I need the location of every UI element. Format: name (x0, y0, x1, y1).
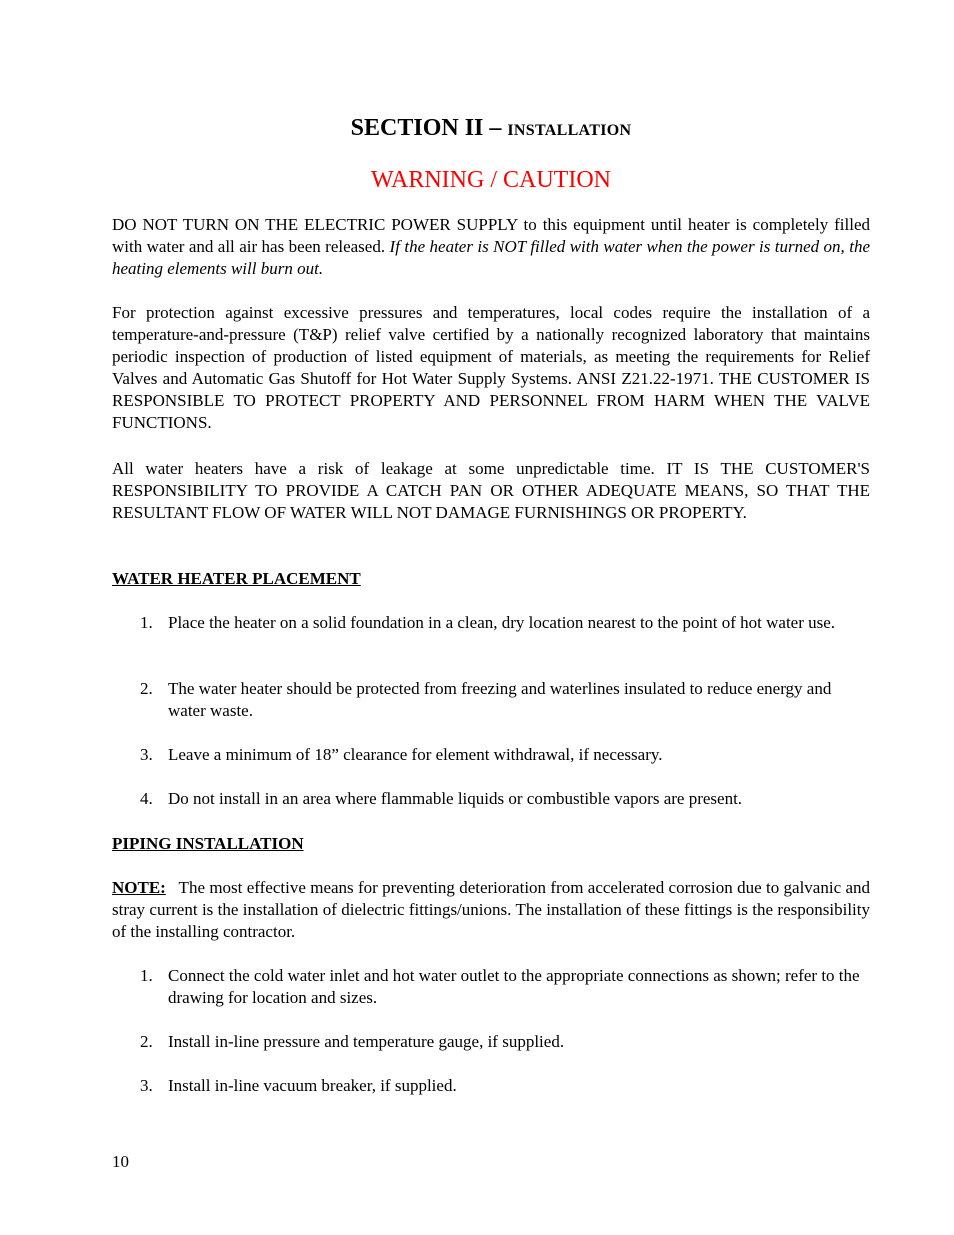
list-text: Install in-line vacuum breaker, if supplied. (168, 1076, 457, 1095)
piping-list-item (140, 1075, 870, 1097)
list-text: The water heater should be protected from freezing and waterlines insulated to reduce energy and water waste. (168, 679, 832, 720)
list-number: 1. (140, 966, 153, 985)
list-number: 1. (140, 613, 153, 632)
list-text: Do not install in an area where flammable liquids or combustible vapors are present. (168, 789, 743, 808)
note-paragraph (112, 877, 870, 943)
warning-paragraph (112, 214, 870, 280)
placement-list-item (140, 788, 870, 810)
warning-paragraph-text: DO NOT TURN ON THE ELECTRIC POWER SUPPLY to this equipment until heater is completely filled with water and all air has been released. (112, 215, 870, 256)
list-number: 3. (140, 745, 153, 764)
piping-heading: PIPING INSTALLATION (112, 834, 304, 853)
piping-list-item (140, 965, 870, 1009)
section-title-sub: INSTALLATION (507, 122, 632, 139)
section-title (112, 113, 870, 146)
leakage-paragraph: All water heaters have a risk of leakage at some unpredictable time. IT IS THE CUSTOMER'S RESPONSIBILITY TO PROVIDE A CATCH PAN OR OTHER ADEQUATE MEANS, SO THAT THE RESULTANT FLOW OF WATER WILL NOT DAMAGE FURNISHINGS OR PROPERTY. (112, 459, 870, 522)
list-text: Install in-line pressure and temperature gauge, if supplied. (168, 1032, 565, 1051)
placement-list-item (140, 744, 870, 766)
list-text: Place the heater on a solid foundation in a clean, dry location nearest to the point of hot water use. (168, 613, 836, 632)
placement-list-item (140, 612, 870, 634)
note-text: The most effective means for preventing deterioration from accelerated corrosion due to galvanic and stray current is the installation of dielectric fittings/unions. The installation of these fittings is the responsibility of the installing contractor. (112, 878, 870, 941)
warning-caution-heading: WARNING / CAUTION (371, 167, 611, 193)
list-number: 2. (140, 1032, 153, 1051)
page-number: 10 (112, 1152, 129, 1171)
warning-paragraph-italic: If the heater is NOT filled with water when the power is turned on, the heating elements will burn out. (112, 237, 870, 278)
list-number: 2. (140, 679, 153, 698)
list-number: 3. (140, 1076, 153, 1095)
list-number: 4. (140, 789, 153, 808)
relief-valve-paragraph: For protection against excessive pressures and temperatures, local codes require the installation of a temperature-and-pressure (T&P) relief valve certified by a nationally recognized laboratory that maintains periodic inspection of production of listed equipment of materials, as meeting the requirements for Relief Valves and Automatic Gas Shutoff for Hot Water Supply Systems. ANSI Z21.22-1971. THE CUSTOMER IS RESPONSIBLE TO PROTECT PROPERTY AND PERSONNEL FROM HARM WHEN THE VALVE FUNCTIONS. (112, 303, 870, 432)
placement-list-item (140, 678, 870, 722)
placement-heading: WATER HEATER PLACEMENT (112, 569, 361, 588)
list-text: Leave a minimum of 18” clearance for element withdrawal, if necessary. (168, 745, 663, 764)
list-text: Connect the cold water inlet and hot water outlet to the appropriate connections as shown; refer to the drawing for location and sizes. (168, 966, 860, 1007)
note-label: NOTE: (112, 878, 166, 897)
section-title-main: SECTION II – (350, 115, 508, 141)
piping-list-item (140, 1031, 870, 1053)
